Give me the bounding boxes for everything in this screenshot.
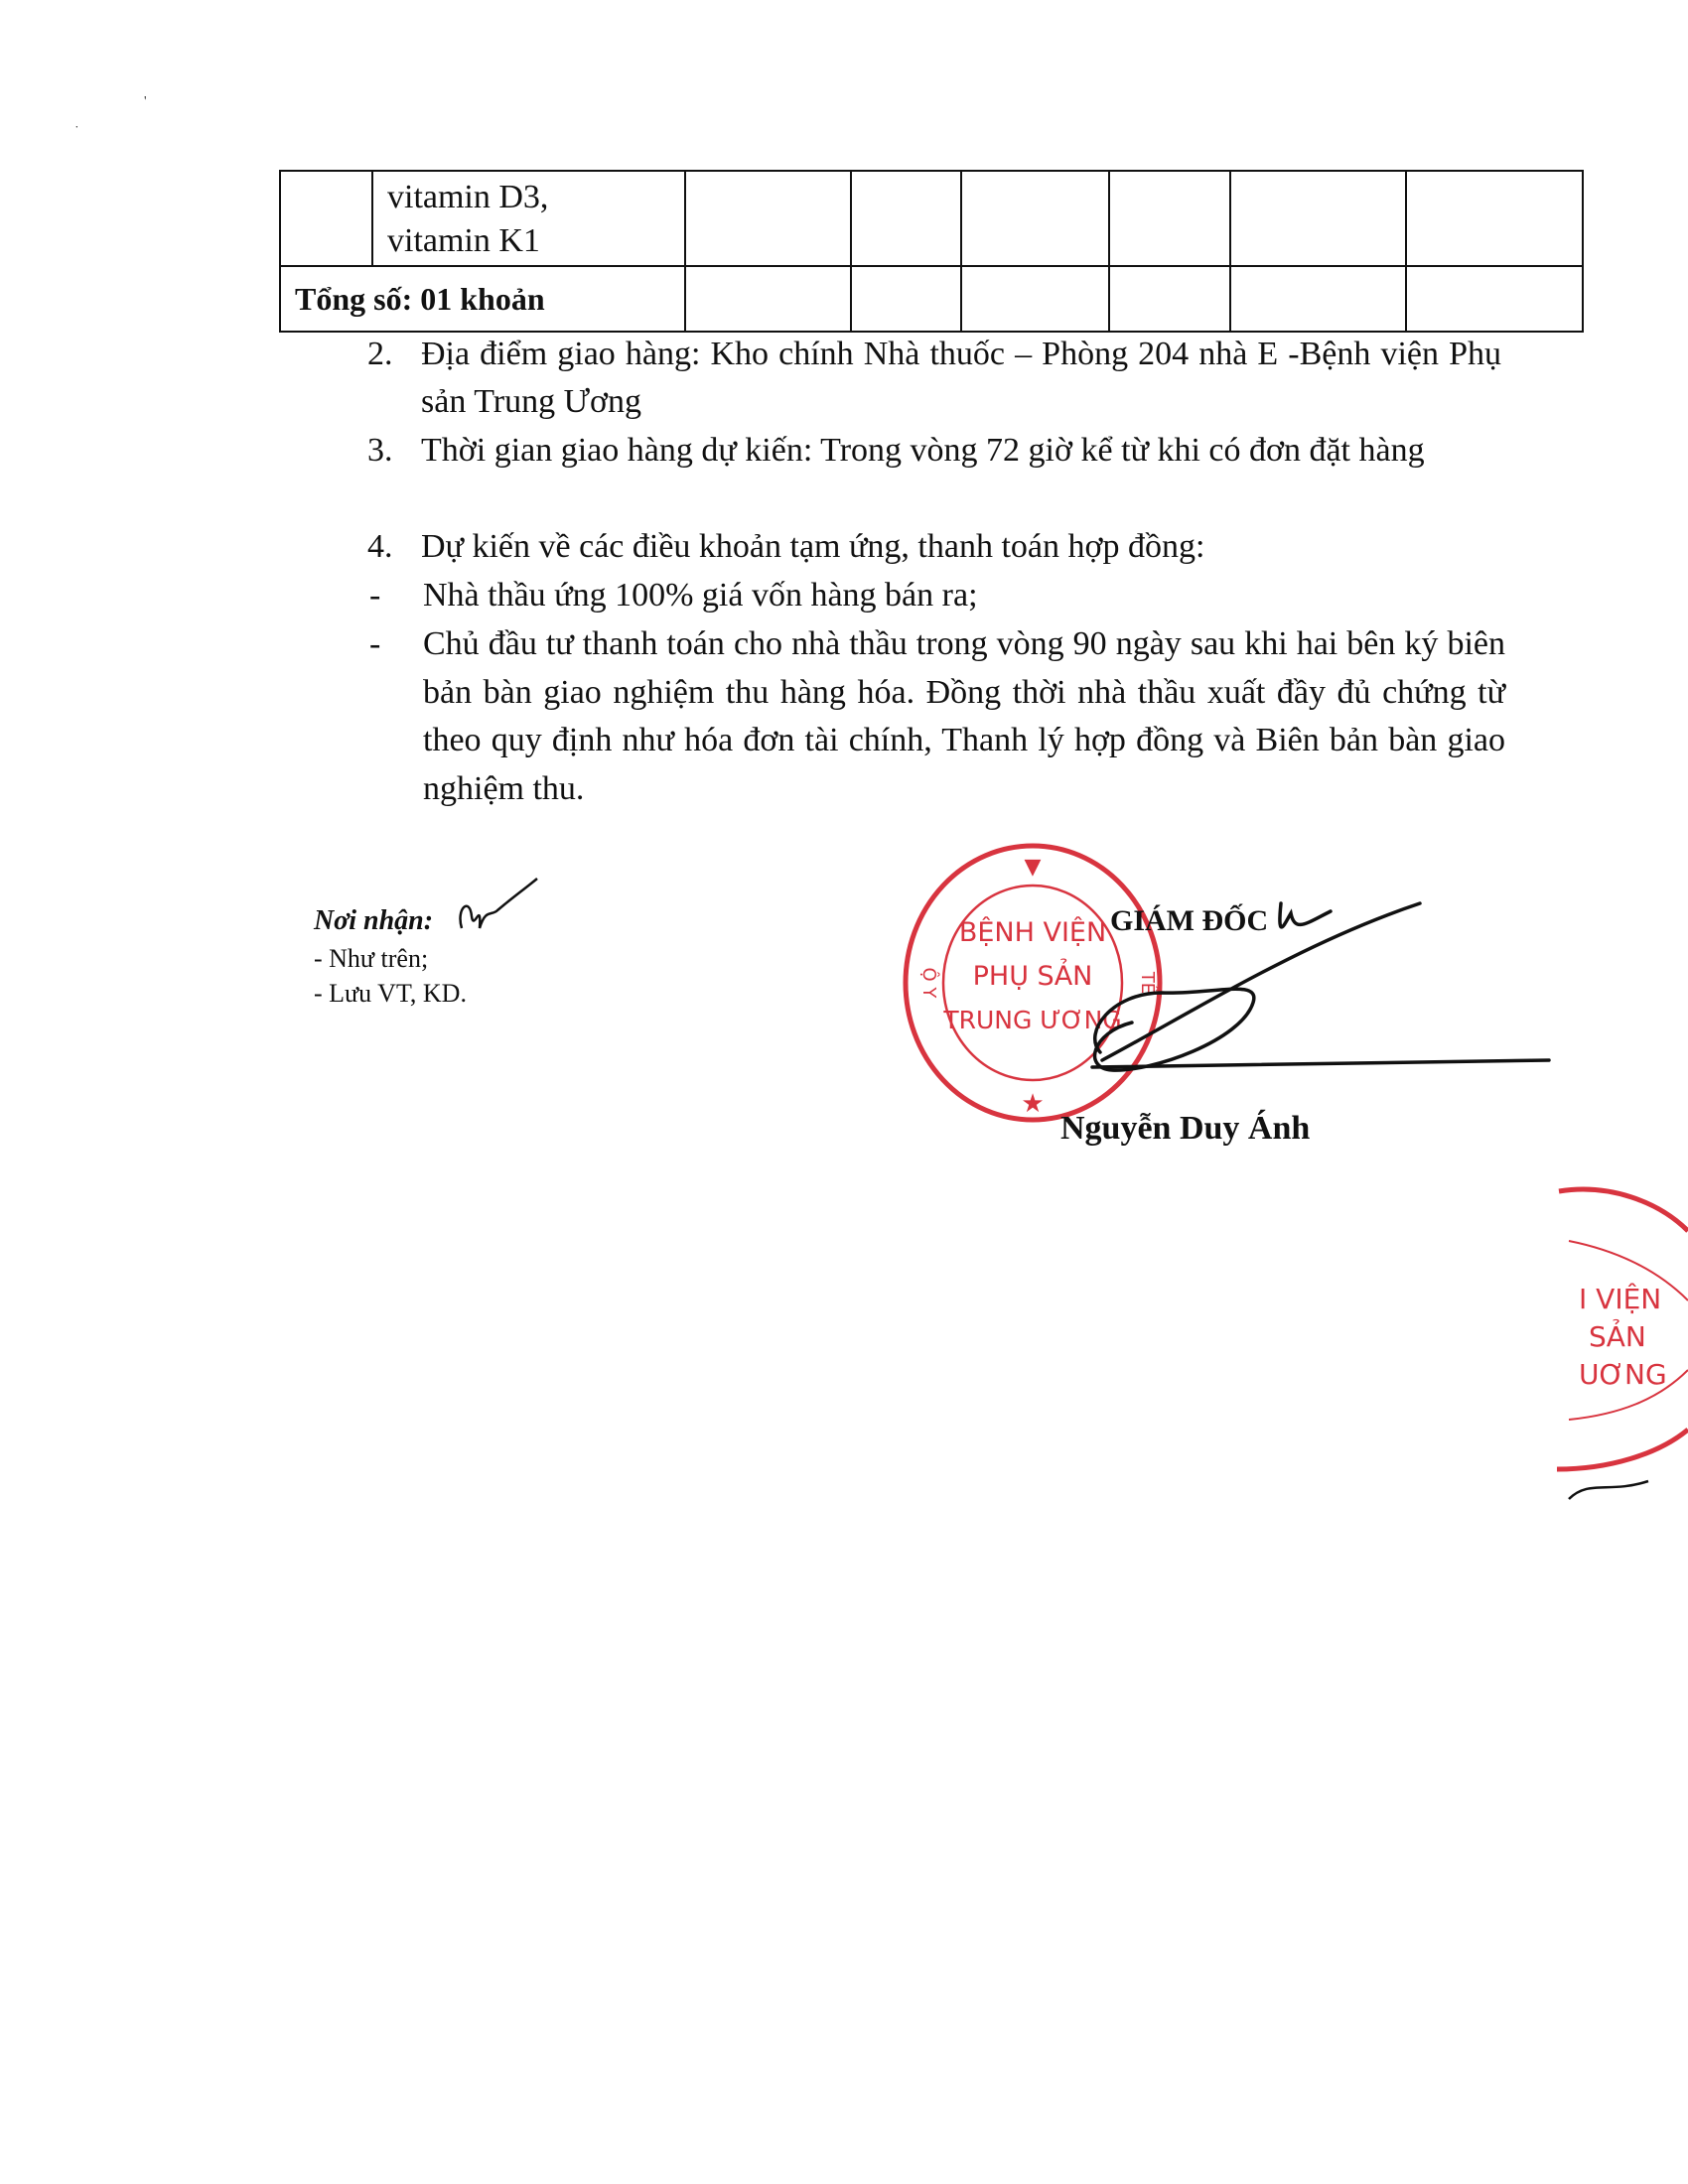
signer-title: GIÁM ĐỐC: [1110, 904, 1269, 937]
bullet-item: Nhà thầu ứng 100% giá vốn hàng bán ra;: [423, 577, 978, 614]
svg-text:UƠNG: UƠNG: [1579, 1358, 1667, 1391]
bullet-dash: -: [369, 577, 381, 614]
table-cell: [961, 171, 1109, 266]
item-number: 4.: [367, 528, 393, 565]
table-cell: [1406, 266, 1583, 332]
table-cell: [961, 266, 1109, 332]
initials-signature-icon: [452, 859, 541, 948]
table-cell: [851, 266, 961, 332]
list-item: [367, 331, 1501, 426]
table-cell: [685, 266, 851, 332]
table-cell: [280, 171, 372, 266]
partial-seal: [1549, 1171, 1688, 1509]
svg-text:I VIỆN: I VIỆN: [1579, 1283, 1662, 1315]
item-text: Dự kiến về các điều khoản tạm ứng, thanh toán hợp đồng:: [421, 528, 1205, 565]
recipient-line: - Như trên;: [314, 944, 429, 973]
svg-text:TRUNG ƯƠNG: TRUNG ƯƠNG: [943, 1006, 1122, 1034]
table-cell: [1230, 171, 1406, 266]
total-label: Tổng số: 01 khoản: [280, 266, 685, 332]
bullet-item: Chủ đầu tư thanh toán cho nhà thầu trong vòng 90 ngày sau khi hai bên ký biên bản bàn giao nghiệm thu hàng hóa. Đồng thời nhà thầu xuất đầy đủ chứng từ theo quy định như hóa đơn tài chính, Thanh lý hợp đồng và Biên bản bàn giao nghiệm thu.: [423, 625, 1505, 807]
svg-text:★: ★: [1021, 1089, 1045, 1119]
table-cell: [1109, 171, 1230, 266]
goods-table: [279, 170, 1584, 333]
table-row: [280, 171, 1583, 266]
table-cell: [1406, 171, 1583, 266]
list-item: [367, 427, 1501, 475]
bullet-dash: -: [369, 625, 381, 662]
svg-text:▼: ▼: [1024, 855, 1042, 880]
handwritten-signature: [1072, 884, 1569, 1102]
list-item: [367, 523, 1501, 571]
table-row: [280, 266, 1583, 332]
table-cell: [851, 171, 961, 266]
item-name-line: vitamin D3,: [387, 179, 549, 215]
item-number: 3.: [367, 432, 393, 469]
recipients-title: Nơi nhận:: [314, 905, 434, 936]
svg-text:SẢN: SẢN: [1589, 1320, 1646, 1353]
item-name-line: vitamin K1: [387, 222, 540, 259]
scan-speck: ': [144, 94, 147, 109]
svg-text:Ộ Y: Ộ Y: [918, 967, 939, 999]
table-cell: [685, 171, 851, 266]
item-number: 2.: [367, 336, 393, 372]
item-text: Thời gian giao hàng dự kiến: Trong vòng 72 giờ kể từ khi có đơn đặt hàng: [421, 432, 1425, 469]
scan-speck: ˙: [74, 124, 79, 139]
table-cell: [1109, 266, 1230, 332]
svg-text:BỆNH VIỆN: BỆNH VIỆN: [958, 917, 1107, 948]
item-text: Địa điểm giao hàng: Kho chính Nhà thuốc – Phòng 204 nhà E -Bệnh viện Phụ sản Trung Ương: [421, 336, 1501, 420]
recipient-line: - Lưu VT, KD.: [314, 979, 467, 1008]
svg-text:TẾ: TẾ: [1137, 971, 1158, 995]
table-cell: [1230, 266, 1406, 332]
svg-text:PHỤ SẢN: PHỤ SẢN: [972, 961, 1093, 992]
item-name-cell: [372, 171, 685, 266]
signer-name: Nguyễn Duy Ánh: [1060, 1110, 1311, 1147]
